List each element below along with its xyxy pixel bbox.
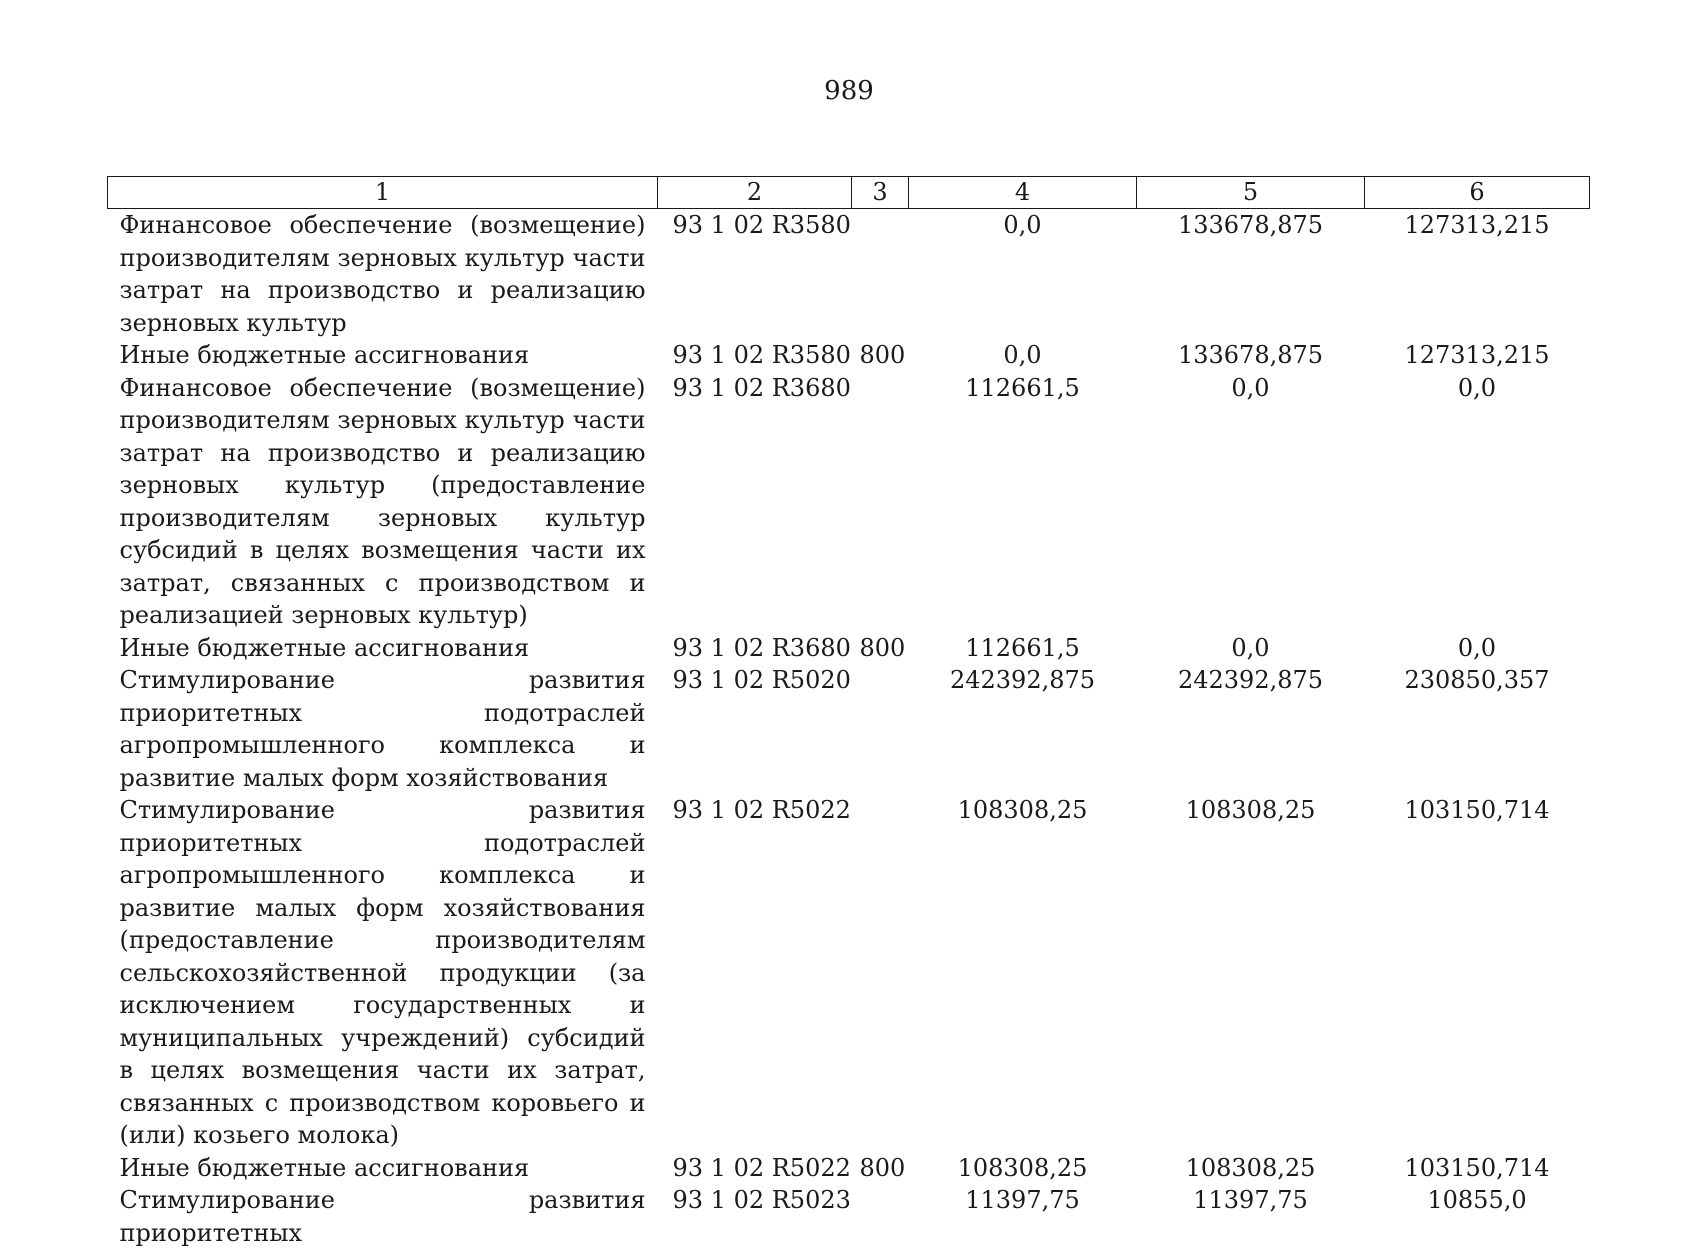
row-expense-type: 800: [852, 1152, 909, 1185]
column-header-3: 3: [852, 177, 909, 209]
row-code: 93 1 02 R3580: [658, 339, 852, 372]
row-value-5: 0,0: [1137, 372, 1365, 632]
table-row: [108, 209, 1590, 340]
row-expense-type: [852, 372, 909, 632]
table-row: [108, 339, 1590, 372]
column-header-6: 6: [1365, 177, 1590, 209]
row-value-6: 10855,0: [1365, 1184, 1590, 1249]
table-body: [108, 209, 1590, 1249]
row-code: 93 1 02 R5023: [658, 1184, 852, 1249]
row-expense-type: 800: [852, 339, 909, 372]
row-value-4: 112661,5: [909, 632, 1137, 665]
budget-table: [107, 176, 1590, 1249]
row-value-5: 133678,875: [1137, 209, 1365, 340]
row-name: Иные бюджетные ассигнования: [108, 339, 658, 372]
row-expense-type: [852, 1184, 909, 1249]
row-code: 93 1 02 R5020: [658, 664, 852, 794]
row-name: Стимулирование развития приоритетных: [108, 1184, 658, 1249]
row-value-4: 242392,875: [909, 664, 1137, 794]
table-row: [108, 372, 1590, 632]
row-value-6: 127313,215: [1365, 209, 1590, 340]
row-expense-type: [852, 794, 909, 1152]
row-name: Стимулирование развития приоритетных подотраслей агропромышленного комплекса и развитие малых форм хозяйствования (предоставление производителям сельскохозяйственной продукции (за исключением государственных и муниципальных учреждений) субсидий в целях возмещения части их затрат, связанных с производством коровьего и (или) козьего молока): [108, 794, 658, 1152]
row-code: 93 1 02 R3680: [658, 632, 852, 665]
row-name: Финансовое обеспечение (возмещение) производителям зерновых культур части затрат на производство и реализацию зерновых культур: [108, 209, 658, 340]
row-value-5: 242392,875: [1137, 664, 1365, 794]
row-value-6: 103150,714: [1365, 1152, 1590, 1185]
row-code: 93 1 02 R3680: [658, 372, 852, 632]
row-code: 93 1 02 R5022: [658, 794, 852, 1152]
row-code: 93 1 02 R3580: [658, 209, 852, 340]
table-row: [108, 632, 1590, 665]
row-value-6: 127313,215: [1365, 339, 1590, 372]
page-number: 989: [0, 76, 1698, 106]
row-value-6: 230850,357: [1365, 664, 1590, 794]
row-expense-type: [852, 664, 909, 794]
column-header-1: 1: [108, 177, 658, 209]
row-value-4: 0,0: [909, 209, 1137, 340]
row-value-5: 133678,875: [1137, 339, 1365, 372]
row-value-6: 103150,714: [1365, 794, 1590, 1152]
row-value-5: 108308,25: [1137, 794, 1365, 1152]
row-name: Финансовое обеспечение (возмещение) производителям зерновых культур части затрат на производство и реализацию зерновых культур (предоставление производителям зерновых культур субсидий в целях возмещения части их затрат, связанных с производством и реализацией зерновых культур): [108, 372, 658, 632]
row-code: 93 1 02 R5022: [658, 1152, 852, 1185]
row-value-4: 108308,25: [909, 794, 1137, 1152]
column-header-5: 5: [1137, 177, 1365, 209]
row-value-4: 11397,75: [909, 1184, 1137, 1249]
row-value-4: 112661,5: [909, 372, 1137, 632]
table-row: [108, 1184, 1590, 1249]
row-name: Иные бюджетные ассигнования: [108, 632, 658, 665]
column-header-2: 2: [658, 177, 852, 209]
table-row: [108, 794, 1590, 1152]
row-value-4: 0,0: [909, 339, 1137, 372]
row-value-6: 0,0: [1365, 372, 1590, 632]
row-expense-type: [852, 209, 909, 340]
row-value-6: 0,0: [1365, 632, 1590, 665]
row-expense-type: 800: [852, 632, 909, 665]
header-row: [108, 177, 1590, 209]
row-value-5: 11397,75: [1137, 1184, 1365, 1249]
row-name: Иные бюджетные ассигнования: [108, 1152, 658, 1185]
row-value-4: 108308,25: [909, 1152, 1137, 1185]
row-value-5: 0,0: [1137, 632, 1365, 665]
row-value-5: 108308,25: [1137, 1152, 1365, 1185]
table-row: [108, 664, 1590, 794]
column-header-4: 4: [909, 177, 1137, 209]
table-row: [108, 1152, 1590, 1185]
table-header: [108, 177, 1590, 209]
row-name: Стимулирование развития приоритетных подотраслей агропромышленного комплекса и развитие малых форм хозяйствования: [108, 664, 658, 794]
